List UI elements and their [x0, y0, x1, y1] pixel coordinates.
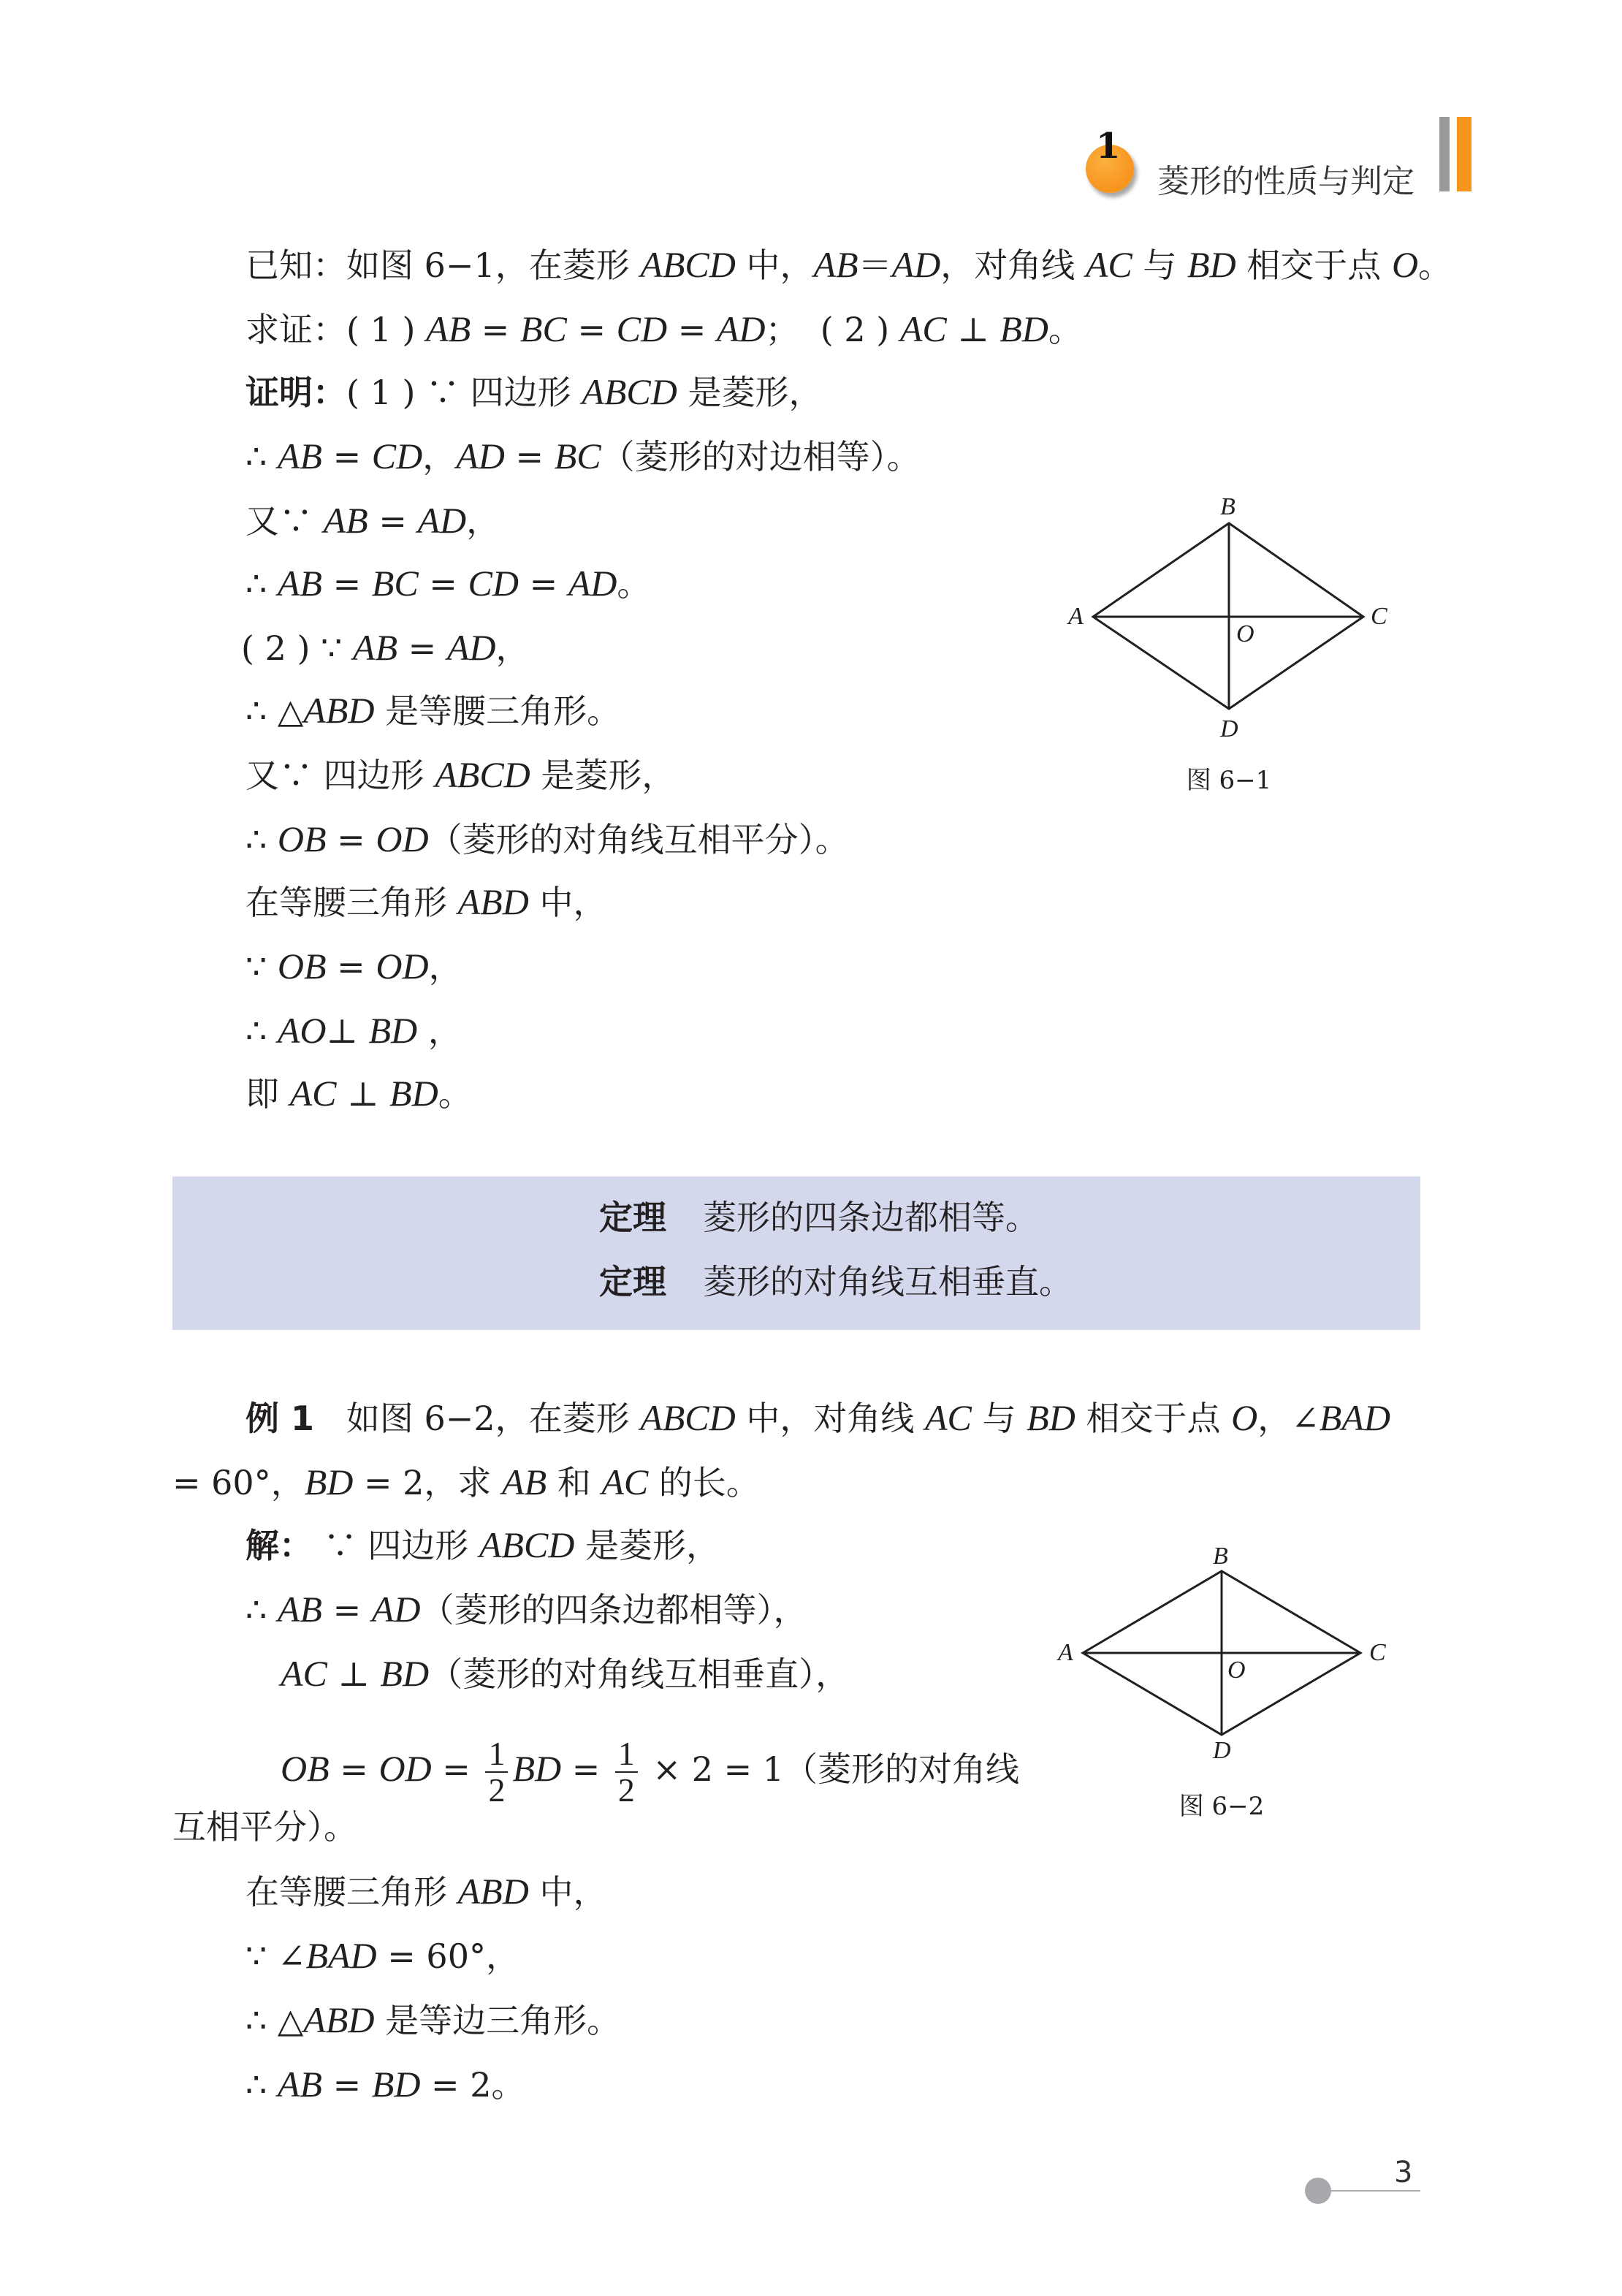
text-segment: ∴ [245, 820, 278, 859]
text-segment: = [329, 1749, 379, 1789]
math-symbol: AD [446, 627, 496, 668]
label-c: C [1369, 1639, 1386, 1666]
text-segment: ∴ [245, 1011, 278, 1051]
numerator: 1 [485, 1736, 508, 1773]
text-segment: ∴ △ [245, 2001, 304, 2040]
bold-label: 例 1 [245, 1399, 315, 1438]
text-segment: ⊥ [946, 310, 1000, 349]
math-symbol: BD [1027, 1397, 1075, 1438]
proof-line [245, 688, 620, 733]
math-symbol: O [1231, 1397, 1258, 1438]
text-segment: ∴ [245, 1590, 278, 1630]
text-segment: ， [466, 501, 500, 541]
math-symbol: BAD [1319, 1397, 1390, 1438]
bold-label: 解： [245, 1526, 313, 1565]
text-segment: × 2 = 1（菱形的对角线 [641, 1749, 1020, 1789]
proof-line [241, 626, 529, 670]
text-segment: 与 [971, 1399, 1027, 1438]
proof-line [245, 944, 462, 989]
math-symbol: AO [277, 1010, 327, 1051]
math-symbol: CD [616, 308, 668, 349]
text-segment: = [566, 310, 617, 349]
math-symbol: BD [371, 2064, 421, 2105]
proof-line [245, 817, 849, 862]
math-symbol: BD [368, 1010, 418, 1051]
math-symbol: AD [891, 244, 941, 285]
text-segment: 与 [1132, 246, 1188, 285]
text-segment: = [321, 1590, 372, 1630]
footer-rule [1318, 2190, 1420, 2192]
text-segment: ( 1 ) ∵ 四边形 [346, 373, 582, 412]
text-segment: 如图 6−2，在菱形 [314, 1399, 641, 1438]
text-segment: 。 [617, 564, 651, 604]
text-segment: （菱形的对角线互相平分）。 [428, 820, 849, 859]
figure-caption: 图 6−1 [1186, 766, 1272, 795]
math-symbol: AB [277, 436, 322, 476]
fraction [485, 1736, 508, 1808]
text-segment: ＝ [858, 246, 892, 285]
label-b: B [1220, 493, 1235, 520]
proof-line [245, 1008, 462, 1053]
proof-line [245, 753, 675, 797]
rhombus-figure-6-1 [1052, 482, 1417, 745]
math-symbol: ABCD [435, 754, 530, 795]
proof-line [245, 370, 822, 414]
rhombus-figure-6-2 [1045, 1535, 1410, 1776]
chapter-title: 菱形的性质与判定 [1157, 163, 1415, 200]
text-segment: 是等腰三角形。 [374, 691, 621, 731]
text-segment: 和 [547, 1463, 602, 1502]
label-o: O [1236, 620, 1254, 647]
label-a: A [1058, 1639, 1073, 1666]
text-segment: ， [417, 1011, 462, 1051]
proof-line [245, 434, 921, 479]
example-line [245, 2062, 525, 2107]
theorem-text: 菱形的四条边都相等。 [703, 1198, 1039, 1237]
text-segment: = 2。 [420, 2065, 525, 2105]
math-symbol: BC [554, 436, 601, 476]
text-segment: ∵ ∠ [245, 1936, 306, 1976]
math-symbol: ABD [303, 690, 375, 731]
page-number: 3 [1394, 2156, 1413, 2189]
chapter-number: 1 [1096, 126, 1121, 167]
example-line [172, 1805, 357, 1849]
header-grey-bar [1439, 117, 1450, 191]
text-segment: = 60°， [376, 1936, 519, 1976]
text-segment: 中， [735, 246, 814, 285]
text-segment: 已知：如图 6−1，在菱形 [245, 246, 641, 285]
text-segment: ∴ [245, 564, 278, 604]
math-symbol: BC [371, 563, 419, 604]
math-symbol: ABCD [640, 244, 736, 285]
example-line [281, 1736, 1019, 1808]
theorem-label: 定理 [599, 1198, 666, 1237]
proof-line [245, 498, 500, 543]
math-symbol: AC [925, 1397, 972, 1438]
math-symbol: OB [277, 818, 327, 859]
math-symbol: AD [371, 1589, 421, 1630]
text-segment: 。 [1048, 310, 1082, 349]
math-symbol: ABCD [479, 1524, 575, 1565]
text-segment: 相交于点 [1235, 246, 1392, 285]
label-d: D [1213, 1737, 1231, 1764]
proof-line [245, 1071, 472, 1116]
math-symbol: BC [519, 308, 567, 349]
math-symbol: BD [512, 1748, 562, 1789]
label-c: C [1371, 603, 1387, 630]
text-segment: ， [422, 437, 457, 476]
math-symbol: AB [426, 308, 471, 349]
math-symbol: CD [371, 436, 423, 476]
math-symbol: ABD [457, 1871, 529, 1912]
text-segment: ，对角线 [940, 246, 1086, 285]
math-symbol: ABD [457, 881, 529, 922]
math-symbol: AC [281, 1653, 327, 1694]
text-segment: = [667, 310, 717, 349]
text-segment: ( 2 ) ∵ [241, 628, 353, 668]
math-symbol: BD [389, 1073, 438, 1114]
text-segment: = [321, 2065, 372, 2105]
math-symbol: OD [376, 946, 429, 987]
denominator: 2 [488, 1771, 506, 1809]
text-segment: 。 [438, 1074, 472, 1114]
example-line [245, 1998, 620, 2042]
text-segment: ， [495, 628, 530, 668]
example-line [245, 1587, 807, 1632]
text-segment: 在等腰三角形 [245, 883, 458, 922]
text-segment: 的长。 [648, 1463, 760, 1502]
math-symbol: AD [456, 436, 505, 476]
denominator: 2 [617, 1771, 635, 1809]
text-segment: = [561, 1749, 611, 1789]
text-segment: 中，对角线 [735, 1399, 926, 1438]
example-line [245, 1934, 519, 1978]
text-segment: = [418, 564, 468, 604]
math-symbol: OB [277, 946, 327, 987]
text-segment: = [321, 437, 372, 476]
math-symbol: AB [277, 563, 322, 604]
text-segment: 在等腰三角形 [245, 1872, 458, 1912]
text-segment: ， [428, 947, 462, 987]
text-segment: 求证：( 1 ) [245, 310, 427, 349]
text-segment: 又∵ 四边形 [245, 756, 435, 795]
numerator: 1 [615, 1736, 638, 1773]
proof-line [245, 880, 606, 924]
example-line [281, 1651, 849, 1696]
figure-caption: 图 6−2 [1179, 1792, 1265, 1821]
example-line [172, 1460, 760, 1505]
text-segment: 是菱形， [677, 373, 823, 412]
text-segment: = [518, 564, 568, 604]
bold-label: 证明： [245, 373, 346, 412]
text-segment: = [326, 947, 376, 987]
example-line [245, 1396, 1390, 1440]
math-symbol: BAD [305, 1935, 377, 1976]
math-symbol: AC [899, 308, 947, 349]
text-segment: ∵ 四边形 [313, 1526, 479, 1565]
math-symbol: BD [304, 1461, 354, 1502]
math-symbol: BD [1000, 308, 1048, 349]
label-a: A [1068, 603, 1084, 630]
text-segment: = [471, 310, 520, 349]
text-segment: = [321, 564, 372, 604]
math-symbol: BD [1187, 244, 1236, 285]
math-symbol: AB [352, 627, 398, 668]
text-segment: （菱形的四条边都相等）， [420, 1590, 807, 1630]
text-segment: ∵ [245, 947, 278, 987]
text-segment: 中， [528, 1872, 607, 1912]
math-symbol: BD [380, 1653, 430, 1694]
text-segment: = [431, 1749, 481, 1789]
math-symbol: OD [378, 1748, 432, 1789]
text-segment: （菱形的对角线互相垂直）， [429, 1654, 850, 1694]
example-line [245, 1523, 720, 1567]
text-segment: ∴ △ [245, 691, 304, 731]
label-b: B [1213, 1543, 1228, 1570]
math-symbol: AC [601, 1461, 649, 1502]
text-segment: 是菱形， [574, 1526, 720, 1565]
math-symbol: ABD [303, 1999, 375, 2040]
math-symbol: CD [468, 563, 519, 604]
math-symbol: AB [813, 244, 858, 285]
math-symbol: O [1391, 244, 1419, 285]
label-d: D [1220, 715, 1238, 742]
text-segment: = [397, 628, 447, 668]
text-segment: ； ( 2 ) [765, 310, 900, 349]
text-segment: 即 [245, 1074, 290, 1114]
math-symbol: AD [716, 308, 766, 349]
proof-line [245, 243, 1452, 287]
example-line [245, 1869, 606, 1914]
theorem-text: 菱形的对角线互相垂直。 [703, 1262, 1073, 1301]
theorem-2 [599, 1260, 1073, 1304]
text-segment: ⊥ [326, 1011, 369, 1051]
math-symbol: AB [323, 500, 368, 541]
math-symbol: AB [277, 2064, 322, 2105]
math-symbol: ABCD [582, 371, 677, 412]
proof-line [245, 307, 1082, 351]
theorem-label: 定理 [599, 1262, 666, 1301]
math-symbol: AC [289, 1073, 337, 1114]
text-segment: 是等边三角形。 [374, 2001, 621, 2040]
math-symbol: AD [417, 500, 467, 541]
header-orange-bar [1457, 117, 1471, 191]
text-segment: = 2，求 [353, 1463, 503, 1502]
proof-line [245, 561, 650, 606]
theorem-1 [599, 1195, 1039, 1239]
text-segment: 互相平分）。 [172, 1807, 357, 1847]
math-symbol: AB [502, 1461, 547, 1502]
text-segment: ⊥ [327, 1654, 381, 1694]
text-segment: = [326, 820, 376, 859]
text-segment: ∴ [245, 2065, 278, 2105]
text-segment: = [368, 501, 418, 541]
label-o: O [1227, 1657, 1246, 1684]
text-segment: 相交于点 [1075, 1399, 1232, 1438]
text-segment: ⊥ [336, 1074, 390, 1114]
text-segment: = [504, 437, 555, 476]
text-segment: （菱形的对边相等）。 [601, 437, 921, 476]
math-symbol: ABCD [640, 1397, 736, 1438]
text-segment: 中， [528, 883, 607, 922]
math-symbol: AC [1085, 244, 1132, 285]
math-symbol: AB [277, 1589, 322, 1630]
text-segment: 是菱形， [530, 756, 676, 795]
text-segment: 。 [1418, 246, 1452, 285]
math-symbol: AD [568, 563, 617, 604]
fraction [615, 1736, 638, 1808]
text-segment: ，∠ [1257, 1399, 1320, 1438]
math-symbol: OD [376, 818, 429, 859]
math-symbol: OB [281, 1748, 330, 1789]
text-segment: ∴ [245, 437, 278, 476]
text-segment: 又∵ [245, 501, 324, 541]
text-segment: = 60°， [172, 1463, 305, 1502]
